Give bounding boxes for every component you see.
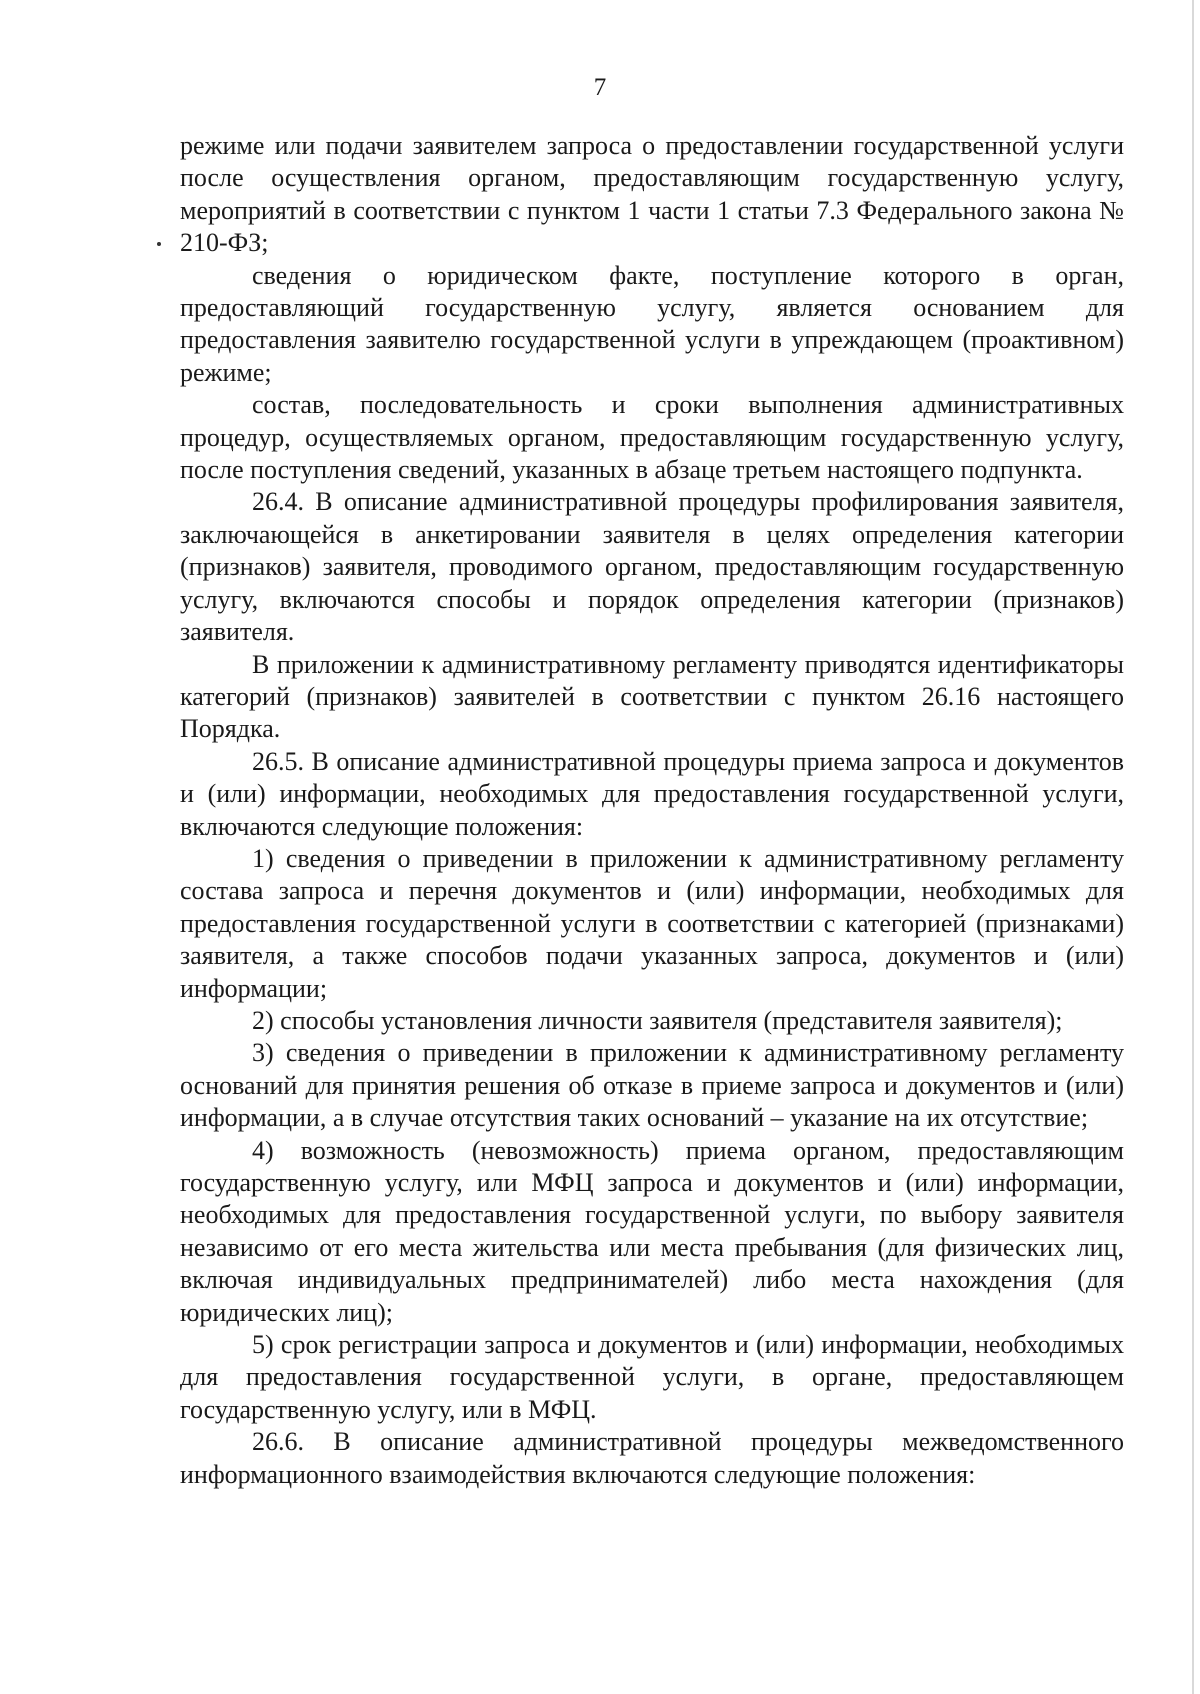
list-item-4: 4) возможность (невозможность) приема органом, предоставляющим государственную услугу, или МФЦ запроса и документов и (или) информации, необходимых для предоставления государственной услуги, по выбору заявителя независимо от его места жительства или места пребывания (для физических лиц, включая индивидуальных предпринимателей) либо места нахождения (для юридических лиц); (180, 1135, 1124, 1327)
list-item-2: 2) способы установления личности заявителя (представителя заявителя); (252, 1005, 1063, 1035)
paragraph-procedures: состав, последовательность и сроки выполнения административных процедур, осуществляемых органом, предоставляющим государственную услугу, после поступления сведений, указанных в абзаце третьем настоящего подпункта. (180, 390, 1124, 485)
page-number: 7 (593, 74, 607, 101)
list-item-5: 5) срок регистрации запроса и документов и (или) информации, необходимых для предоставления государственной услуги, в органе, предоставляющем государственную услугу, или в МФЦ. (180, 1330, 1124, 1424)
paragraph-legal-fact: сведения о юридическом факте, поступление которого в орган, предоставляющий государственную услугу, является основанием для предоставления заявителю государственной услуги в упреждающем (проактивном) режиме; (180, 260, 1124, 387)
scan-edge (1192, 0, 1194, 1694)
paragraph-continuation: режиме или подачи заявителем запроса о предоставлении государственной услуги после осуществления органом, предоставляющим государственную услугу, мероприятий в соответствии с пунктом 1 части 1 статьи 7.3 Федерального закона № 210-ФЗ; (180, 131, 1124, 258)
document-body (180, 130, 1124, 1491)
paragraph-26-6: 26.6. В описание административной процедуры межведомственного информационного взаимодействия включаются следующие положения: (180, 1427, 1124, 1489)
list-item-1: 1) сведения о приведении в приложении к административному регламенту состава запроса и перечня документов и (или) информации, необходимых для предоставления государственной услуги в соответствии с категорией (признаками) заявителя, а также способов подачи указанных запроса, документов и (или) информации; (180, 843, 1124, 1003)
scan-speck (157, 242, 161, 246)
paragraph-26-5: 26.5. В описание административной процедуры приема запроса и документов и (или) информации, необходимых для предоставления государственной услуги, включаются следующие положения: (180, 746, 1124, 841)
list-item-3: 3) сведения о приведении в приложении к административному регламенту оснований для принятия решения об отказе в приеме запроса и документов и (или) информации, а в случае отсутствия таких оснований – указание на их отсутствие; (180, 1038, 1124, 1133)
paragraph-appendix-identifiers: В приложении к административному регламенту приводятся идентификаторы категорий (признаков) заявителей в соответствии с пунктом 26.16 настоящего Порядка. (180, 649, 1124, 744)
paragraph-26-4: 26.4. В описание административной процедуры профилирования заявителя, заключающейся в анкетировании заявителя в целях определения категории (признаков) заявителя, проводимого органом, предоставляющим государственную услугу, включаются способы и порядок определения категории (признаков) заявителя. (180, 487, 1124, 647)
